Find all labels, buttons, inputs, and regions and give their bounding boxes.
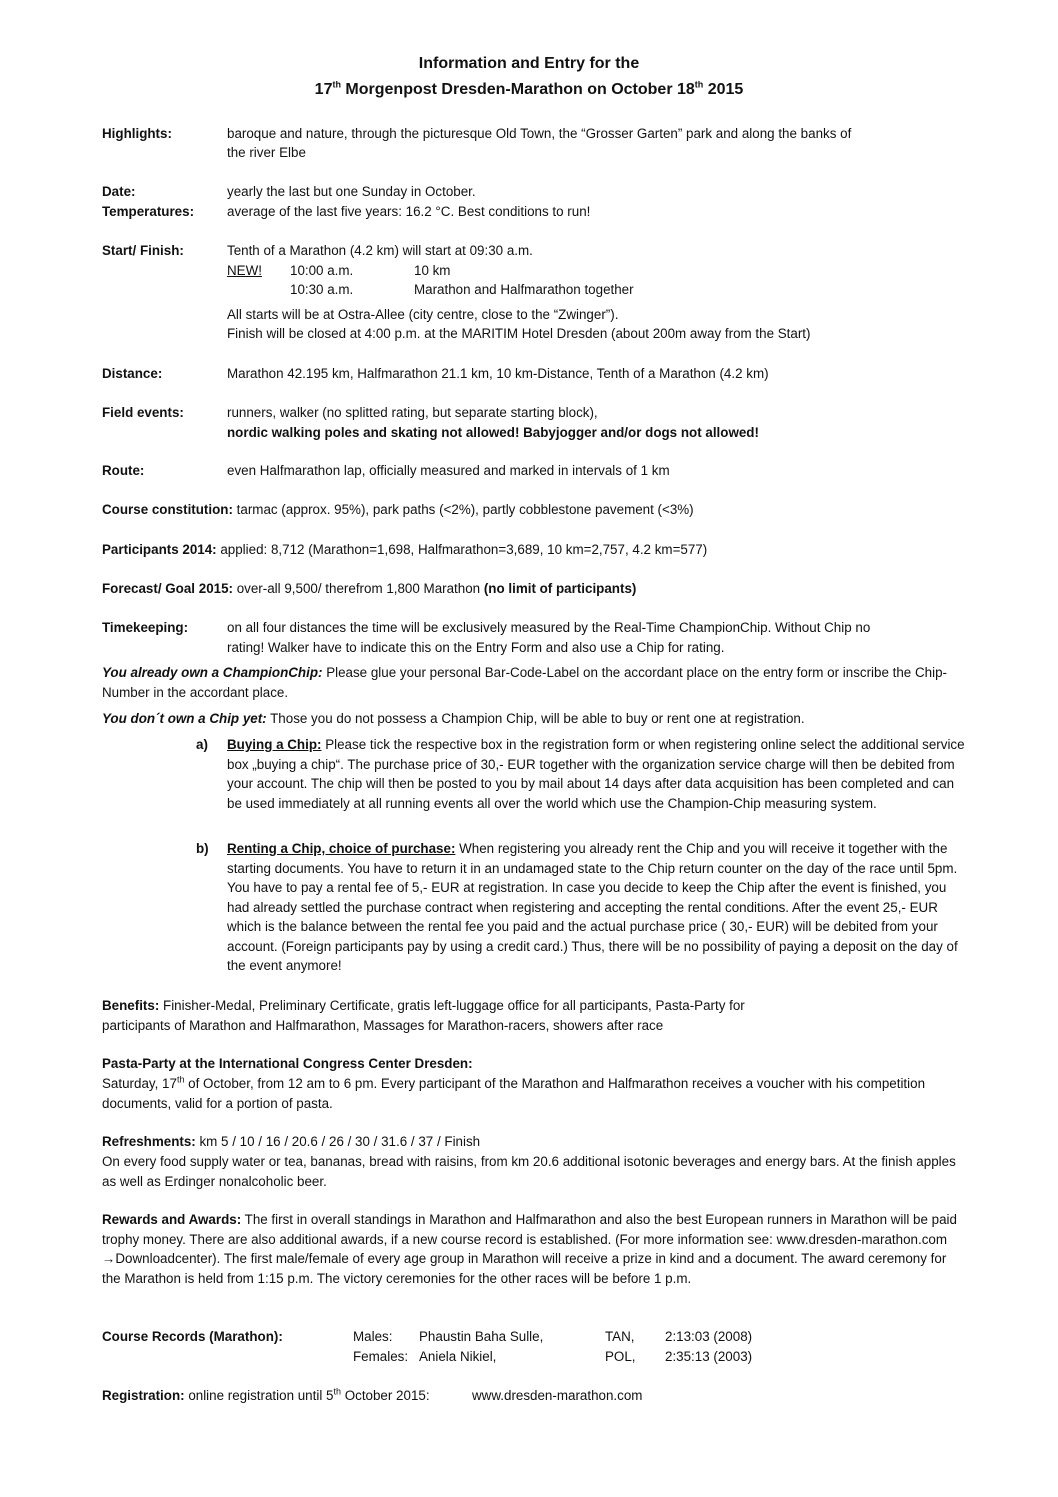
date-value: yearly the last but one Sunday in October. bbox=[227, 184, 476, 199]
pasta-details: of October, from 12 am to 6 pm. Every participant of the Marathon and Halfmarathon receives a voucher with his competition documents, valid for a portion of pasta. bbox=[102, 1076, 926, 1111]
start-finish-line1: Tenth of a Marathon (4.2 km) will start at 09:30 a.m. bbox=[227, 243, 533, 258]
participants bbox=[102, 540, 707, 560]
course-constitution bbox=[102, 500, 694, 520]
temperatures-value: average of the last five years: 16.2 °C. Best conditions to run! bbox=[227, 204, 591, 219]
option-a-marker: a) bbox=[196, 737, 208, 752]
start-location: All starts will be at Ostra-Allee (city centre, close to the “Zwinger”). bbox=[227, 307, 619, 322]
highlights-label: Highlights: bbox=[102, 126, 172, 141]
start-time-10km: 10:00 a.m. bbox=[290, 263, 354, 278]
pasta-date: Saturday, 17 bbox=[102, 1076, 177, 1091]
course-constitution-label: Course constitution: bbox=[102, 502, 233, 517]
registration-text: online registration until 5 bbox=[184, 1388, 334, 1403]
temperatures-label: Temperatures: bbox=[102, 204, 195, 219]
refreshments-label: Refreshments: bbox=[102, 1134, 196, 1149]
rewards-label: Rewards and Awards: bbox=[102, 1212, 242, 1227]
registration-url[interactable]: www.dresden-marathon.com bbox=[472, 1388, 643, 1403]
date-label: Date: bbox=[102, 184, 136, 199]
route-label: Route: bbox=[102, 463, 145, 478]
field-events-line1: runners, walker (no splitted rating, but separate starting block), bbox=[227, 405, 598, 420]
pasta-party-text bbox=[102, 1074, 962, 1113]
forecast bbox=[102, 579, 636, 599]
start-time-marathon: 10:30 a.m. bbox=[290, 282, 354, 297]
pasta-party-heading: Pasta-Party at the International Congress Center Dresden: bbox=[102, 1056, 473, 1071]
start-race-marathon: Marathon and Halfmarathon together bbox=[414, 282, 634, 297]
registration-line bbox=[102, 1386, 430, 1406]
title-text: Morgenpost Dresden-Marathon on October 18 bbox=[340, 81, 695, 98]
forecast-value: over-all 9,500/ therefrom 1,800 Marathon bbox=[233, 581, 484, 596]
timekeeping-label: Timekeeping: bbox=[102, 620, 189, 635]
no-chip-paragraph bbox=[102, 709, 805, 729]
option-b-text: When registering you already rent the Chip and you will receive it together with the starting documents. You have to return it in an undamaged state to the Chip return counter on the day of the race until 5pm. You have to pay a rental fee of 5,- EUR at registration. In case you decide to keep the Chip after the event is finished, you had already settled the purchase contract when registering and accepting the rental conditions. After the event 25,- EUR which is the balance between the rental fee you paid and the actual purchase price ( 30,- EUR) will be debited from your account. (Foreign participants pay by using a credit card.) Thus, there will be no possibility of paying a deposit on the day of the event anymore! bbox=[227, 841, 958, 973]
record-males-name: Phaustin Baha Sulle, bbox=[419, 1329, 544, 1344]
benefits-text: Finisher-Medal, Preliminary Certificate, gratis left-luggage office for all participants, Pasta-Party for bbox=[159, 998, 745, 1013]
option-a-text: Please tick the respective box in the registration form or when registering online select the additional service box „buying a chip“. The purchase price of 30,- EUR together with the organization service charge will then be debited from your account. The chip will then be posted to you by mail about 14 days after data acquisition has been completed and can be used immediately at all running events all over the world which use the Champion-Chip measuring system. bbox=[227, 737, 965, 811]
distance-value: Marathon 42.195 km, Halfmarathon 21.1 km, 10 km-Distance, Tenth of a Marathon (4.2 km) bbox=[227, 366, 769, 381]
start-race-10km: 10 km bbox=[414, 263, 451, 278]
refreshments-stations: km 5 / 10 / 16 / 20.6 / 26 / 30 / 31.6 / 37 / Finish bbox=[195, 1134, 481, 1149]
registration-label: Registration: bbox=[102, 1388, 185, 1403]
page-title bbox=[0, 53, 1058, 75]
course-constitution-value: tarmac (approx. 95%), park paths (<2%), partly cobblestone pavement (<3%) bbox=[232, 502, 694, 517]
record-males-time: 2:13:03 (2008) bbox=[665, 1329, 753, 1344]
course-records-label: Course Records (Marathon): bbox=[102, 1329, 283, 1344]
record-females-gender: Females: bbox=[353, 1349, 409, 1364]
timekeeping-line1: on all four distances the time will be exclusively measured by the Real-Time ChampionChip. Without Chip no bbox=[227, 620, 871, 635]
option-b-title: Renting a Chip, choice of purchase: bbox=[227, 841, 456, 856]
route-value: even Halfmarathon lap, officially measured and marked in intervals of 1 km bbox=[227, 463, 670, 478]
title-year: 2015 bbox=[703, 81, 744, 98]
record-females-time: 2:35:13 (2003) bbox=[665, 1349, 753, 1364]
title-number: 17 bbox=[314, 81, 333, 98]
page-subtitle bbox=[0, 79, 1058, 101]
forecast-note: (no limit of participants) bbox=[483, 581, 637, 596]
option-b-paragraph bbox=[227, 839, 967, 976]
no-chip-text: Those you do not possess a Champion Chip, will be able to buy or rent one at registration. bbox=[266, 711, 805, 726]
refreshments-text: On every food supply water or tea, bananas, bread with raisins, from km 20.6 additional isotonic beverages and energy bars. At the finish apples as well as Erdinger nonalcoholic beer. bbox=[102, 1154, 956, 1189]
timekeeping-line2: rating! Walker have to indicate this on the Entry Form and also use a Chip for rating. bbox=[227, 640, 725, 655]
field-events-line2: nordic walking poles and skating not allowed! Babyjogger and/or dogs not allowed! bbox=[227, 425, 759, 440]
record-females-name: Aniela Nikiel, bbox=[419, 1349, 497, 1364]
no-chip-label: You don´t own a Chip yet: bbox=[102, 711, 267, 726]
option-b-marker: b) bbox=[196, 841, 209, 856]
rewards-text: The first in overall standings in Marathon and Halfmarathon and also the best European runners in Marathon will be paid trophy money. There are also additional awards, if a new course record is established. (For more information see: www.dresden-marathon.com →Downloadcenter). The first male/female of every age group in Marathon will receive a prize in kind and a document. The award ceremony for the Marathon is held from 1:15 p.m. The victory ceremonies for the other races will be before 1 p.m. bbox=[102, 1212, 957, 1286]
pasta-sup: th bbox=[176, 1074, 185, 1085]
benefits-line2: participants of Marathon and Halfmarathon, Massages for Marathon-racers, showers after race bbox=[102, 1018, 664, 1033]
title-sup: th bbox=[694, 79, 704, 90]
refreshments-line1 bbox=[102, 1132, 480, 1152]
highlights-line1: baroque and nature, through the picturesque Old Town, the “Grosser Garten” park and along the banks of bbox=[227, 126, 852, 141]
option-a-title: Buying a Chip: bbox=[227, 737, 322, 752]
benefits-line1 bbox=[102, 996, 745, 1016]
record-males-gender: Males: bbox=[353, 1329, 393, 1344]
title-sup: th bbox=[332, 79, 341, 90]
own-chip-text: Please glue your personal Bar-Code-Label on the accordant place on the entry form or inscribe the Chip-Number in the accordant place. bbox=[102, 665, 947, 700]
own-chip-paragraph bbox=[102, 663, 962, 702]
rewards-paragraph bbox=[102, 1210, 962, 1288]
highlights-line2: the river Elbe bbox=[227, 145, 306, 160]
start-finish-label: Start/ Finish: bbox=[102, 243, 184, 258]
title-line1: Information and Entry for the bbox=[418, 55, 640, 72]
forecast-label: Forecast/ Goal 2015: bbox=[102, 581, 233, 596]
participants-value: applied: 8,712 (Marathon=1,698, Halfmarathon=3,689, 10 km=2,757, 4.2 km=577) bbox=[216, 542, 708, 557]
field-events-label: Field events: bbox=[102, 405, 184, 420]
own-chip-label: You already own a ChampionChip: bbox=[102, 665, 323, 680]
registration-deadline: October 2015: bbox=[340, 1388, 430, 1403]
participants-label: Participants 2014: bbox=[102, 542, 217, 557]
registration-sup: th bbox=[333, 1386, 341, 1397]
record-males-country: TAN, bbox=[605, 1329, 635, 1344]
distance-label: Distance: bbox=[102, 366, 163, 381]
new-label: NEW! bbox=[227, 263, 262, 278]
finish-closing: Finish will be closed at 4:00 p.m. at the MARITIM Hotel Dresden (about 200m away from the Start) bbox=[227, 326, 811, 341]
benefits-label: Benefits: bbox=[102, 998, 160, 1013]
record-females-country: POL, bbox=[605, 1349, 636, 1364]
option-a-paragraph bbox=[227, 735, 967, 813]
